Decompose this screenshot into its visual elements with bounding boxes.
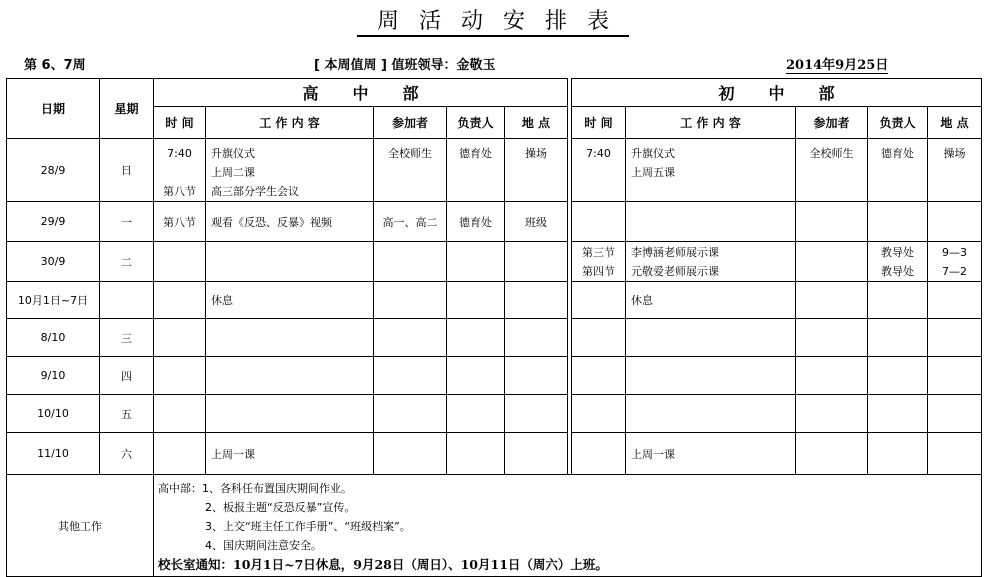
row-weekday: 日 bbox=[100, 139, 154, 202]
junior-location bbox=[928, 202, 982, 242]
senior-owner: 德育处 bbox=[447, 202, 505, 242]
table-row bbox=[7, 395, 982, 433]
junior-owner-1: 教导处 bbox=[881, 245, 915, 259]
senior-content bbox=[206, 139, 374, 202]
senior-participants bbox=[374, 433, 447, 475]
junior-location-header: 地 点 bbox=[928, 107, 982, 139]
junior-owner bbox=[868, 242, 928, 282]
junior-section-title: 初中部 bbox=[572, 79, 982, 107]
senior-content-2: 上周二课 bbox=[211, 166, 255, 179]
junior-content: 上周一课 bbox=[626, 433, 796, 475]
senior-owner: 德育处 bbox=[447, 139, 505, 202]
senior-time bbox=[154, 433, 206, 475]
junior-content-1: 升旗仪式 bbox=[631, 147, 676, 160]
other-work-line: 3、上交“班主任工作手册”、“班级档案”。 bbox=[205, 520, 411, 533]
sub-header-row bbox=[7, 107, 982, 139]
senior-location bbox=[505, 242, 568, 282]
row-date: 30/9 bbox=[7, 242, 100, 282]
senior-time bbox=[154, 282, 206, 319]
junior-participants bbox=[796, 282, 868, 319]
senior-participants bbox=[374, 282, 447, 319]
junior-location-2: 7—2 bbox=[942, 264, 968, 278]
junior-time-header: 时 间 bbox=[572, 107, 626, 139]
week-label: 第 6、7周 bbox=[24, 58, 86, 73]
table-row bbox=[7, 319, 982, 357]
senior-owner bbox=[447, 282, 505, 319]
junior-participants-header: 参加者 bbox=[796, 107, 868, 139]
other-work-line: 高中部：1、各科任布置国庆期间作业。 bbox=[158, 482, 352, 495]
duty-leader: [ 本周值周 ] 值班领导：金敬玉 bbox=[314, 58, 496, 73]
row-weekday: 四 bbox=[100, 357, 154, 395]
junior-time-2: 第四节 bbox=[582, 264, 616, 278]
junior-content bbox=[626, 242, 796, 282]
row-date: 10/10 bbox=[7, 395, 100, 433]
junior-time: 7:40 bbox=[572, 139, 626, 202]
junior-content-1: 李博涵老师展示课 bbox=[631, 245, 720, 259]
senior-time: 第八节 bbox=[154, 202, 206, 242]
senior-participants: 高一、高二 bbox=[374, 202, 447, 242]
table-row bbox=[7, 202, 982, 242]
table-row bbox=[7, 139, 982, 202]
row-weekday: 二 bbox=[100, 242, 154, 282]
row-weekday: 六 bbox=[100, 433, 154, 475]
junior-owner bbox=[868, 282, 928, 319]
row-date: 8/10 bbox=[7, 319, 100, 357]
senior-time-1: 7:40 bbox=[167, 147, 192, 160]
row-date: 29/9 bbox=[7, 202, 100, 242]
senior-time bbox=[154, 139, 206, 202]
section-header-row bbox=[7, 79, 982, 107]
schedule-table bbox=[6, 78, 982, 577]
senior-time bbox=[154, 242, 206, 282]
junior-participants: 全校师生 bbox=[796, 139, 868, 202]
senior-participants-header: 参加者 bbox=[374, 107, 447, 139]
table-row bbox=[7, 242, 982, 282]
table-row bbox=[7, 433, 982, 475]
other-work-line: 2、板报主题“反恐反暴”宣传。 bbox=[205, 501, 356, 514]
junior-owner bbox=[868, 202, 928, 242]
row-weekday: 一 bbox=[100, 202, 154, 242]
senior-location: 班级 bbox=[505, 202, 568, 242]
senior-section-title: 高中部 bbox=[154, 79, 568, 107]
senior-content-3: 高三部分学生会议 bbox=[211, 185, 299, 198]
row-date: 10月1日~7日 bbox=[7, 282, 100, 319]
senior-participants bbox=[374, 242, 447, 282]
row-weekday: 五 bbox=[100, 395, 154, 433]
senior-location: 操场 bbox=[505, 139, 568, 202]
junior-owner-header: 负责人 bbox=[868, 107, 928, 139]
junior-content-2: 上周五课 bbox=[631, 166, 676, 179]
other-work-content bbox=[154, 475, 982, 577]
senior-location bbox=[505, 282, 568, 319]
col-date-header: 日期 bbox=[7, 79, 100, 139]
senior-content: 观看《反恐、反暴》视频 bbox=[206, 202, 374, 242]
junior-time bbox=[572, 433, 626, 475]
junior-participants bbox=[796, 202, 868, 242]
senior-participants: 全校师生 bbox=[374, 139, 447, 202]
junior-owner-2: 教导处 bbox=[881, 264, 915, 278]
senior-content: 上周一课 bbox=[206, 433, 374, 475]
row-date: 28/9 bbox=[7, 139, 100, 202]
principal-notice: 校长室通知：10月1日~7日休息，9月28日（周日）、10月11日（周六）上班。 bbox=[158, 557, 608, 572]
issue-date: 2014年9月25日 bbox=[786, 54, 888, 74]
senior-content bbox=[206, 242, 374, 282]
page-title: 周活动安排表 bbox=[0, 4, 986, 35]
senior-time-header: 时 间 bbox=[154, 107, 206, 139]
senior-location bbox=[505, 433, 568, 475]
junior-content-header: 工 作 内 容 bbox=[626, 107, 796, 139]
table-row bbox=[7, 282, 982, 319]
senior-content-header: 工 作 内 容 bbox=[206, 107, 374, 139]
col-weekday-header: 星期 bbox=[100, 79, 154, 139]
senior-owner-header: 负责人 bbox=[447, 107, 505, 139]
junior-participants bbox=[796, 433, 868, 475]
junior-location: 操场 bbox=[928, 139, 982, 202]
junior-content-2: 元敬爱老师展示课 bbox=[631, 264, 720, 278]
junior-location bbox=[928, 282, 982, 319]
senior-owner bbox=[447, 433, 505, 475]
senior-owner bbox=[447, 242, 505, 282]
other-work-label: 其他工作 bbox=[7, 475, 154, 577]
junior-location bbox=[928, 242, 982, 282]
senior-location-header: 地 点 bbox=[505, 107, 568, 139]
senior-time-2: 第八节 bbox=[163, 185, 196, 198]
junior-time bbox=[572, 282, 626, 319]
junior-owner bbox=[868, 433, 928, 475]
senior-content-1: 升旗仪式 bbox=[211, 147, 255, 160]
row-date: 9/10 bbox=[7, 357, 100, 395]
junior-time bbox=[572, 202, 626, 242]
junior-content bbox=[626, 139, 796, 202]
junior-time-1: 第三节 bbox=[582, 245, 616, 259]
junior-owner: 德育处 bbox=[868, 139, 928, 202]
senior-content: 休息 bbox=[206, 282, 374, 319]
table-row bbox=[7, 357, 982, 395]
junior-time bbox=[572, 242, 626, 282]
junior-content: 休息 bbox=[626, 282, 796, 319]
junior-location bbox=[928, 433, 982, 475]
row-weekday bbox=[100, 282, 154, 319]
other-work-line: 4、国庆期间注意安全。 bbox=[205, 539, 322, 552]
other-work-row bbox=[7, 475, 982, 577]
row-date: 11/10 bbox=[7, 433, 100, 475]
junior-location-1: 9—3 bbox=[942, 245, 968, 259]
row-weekday: 三 bbox=[100, 319, 154, 357]
junior-content bbox=[626, 202, 796, 242]
junior-participants bbox=[796, 242, 868, 282]
